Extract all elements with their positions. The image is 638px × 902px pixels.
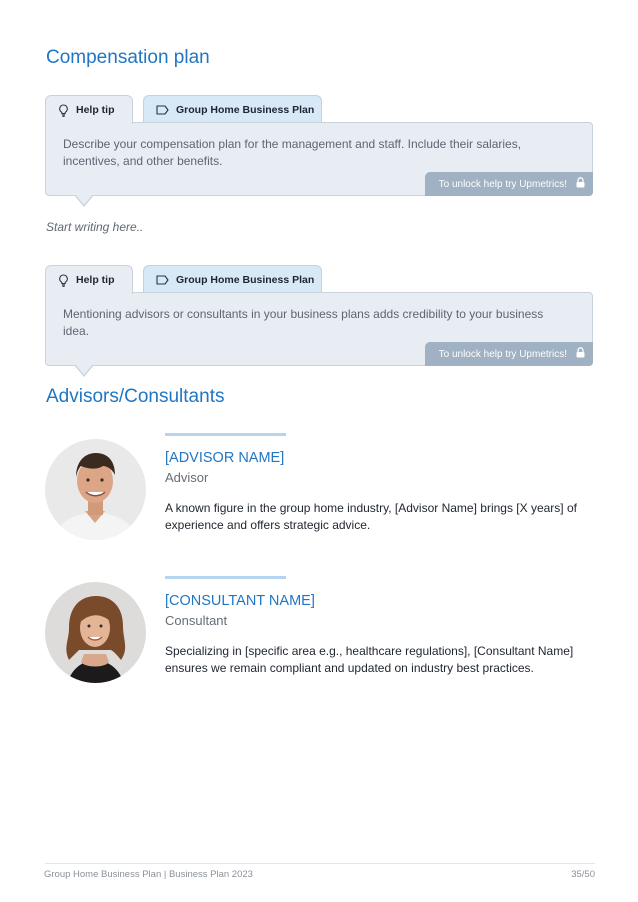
consultant-name: [CONSULTANT NAME] bbox=[165, 593, 315, 609]
editor-placeholder[interactable]: Start writing here.. bbox=[46, 220, 144, 234]
tab-label: Help tip bbox=[76, 104, 115, 116]
help-tip-panel bbox=[45, 122, 593, 196]
lock-icon bbox=[576, 347, 585, 361]
section-heading-compensation: Compensation plan bbox=[46, 47, 210, 68]
lightbulb-icon bbox=[58, 104, 69, 117]
tip-pointer bbox=[74, 365, 94, 377]
advisor-avatar bbox=[45, 439, 146, 540]
tip-pointer bbox=[74, 195, 94, 207]
footer-document-title: Group Home Business Plan | Business Plan 2023 bbox=[44, 869, 253, 880]
help-tip-text: Mentioning advisors or consultants in your business plans adds credibility to your business idea. bbox=[63, 307, 544, 338]
tag-icon bbox=[156, 105, 169, 115]
tab-business-plan[interactable] bbox=[143, 95, 322, 123]
help-tip-text: Describe your compensation plan for the management and staff. Include their salaries, incentives, and other benefits. bbox=[63, 137, 522, 168]
unlock-help-button[interactable] bbox=[425, 342, 593, 366]
unlock-label: To unlock help try Upmetrics! bbox=[438, 348, 567, 360]
tab-label: Group Home Business Plan bbox=[176, 273, 315, 286]
consultant-avatar bbox=[45, 582, 146, 683]
advisor-card bbox=[45, 433, 605, 543]
lock-icon bbox=[576, 177, 585, 191]
consultant-card bbox=[45, 576, 605, 686]
tag-icon bbox=[156, 275, 169, 285]
tab-label: Group Home Business Plan bbox=[176, 103, 315, 116]
help-tip-panel bbox=[45, 292, 593, 366]
tab-help-tip[interactable] bbox=[45, 265, 133, 294]
footer-divider bbox=[45, 863, 595, 864]
lightbulb-icon bbox=[58, 274, 69, 287]
tab-help-tip[interactable] bbox=[45, 95, 133, 124]
accent-rule bbox=[165, 576, 286, 579]
footer-page-number: 35/50 bbox=[571, 869, 595, 880]
consultant-role: Consultant bbox=[165, 613, 228, 628]
consultant-description: Specializing in [specific area e.g., healthcare regulations], [Consultant Name] ensures we remain compliant and updated on industry best practices. bbox=[165, 644, 574, 675]
tab-business-plan[interactable] bbox=[143, 265, 322, 293]
accent-rule bbox=[165, 433, 286, 436]
help-tip-box bbox=[45, 265, 593, 366]
advisor-role: Advisor bbox=[165, 470, 209, 485]
help-tip-box bbox=[45, 95, 593, 196]
unlock-help-button[interactable] bbox=[425, 172, 593, 196]
section-heading-advisors: Advisors/Consultants bbox=[46, 386, 225, 407]
advisor-description: A known figure in the group home industry, [Advisor Name] brings [X years] of experience and offers strategic advice. bbox=[165, 501, 577, 532]
unlock-label: To unlock help try Upmetrics! bbox=[438, 178, 567, 190]
tab-label: Help tip bbox=[76, 274, 115, 286]
advisor-name: [ADVISOR NAME] bbox=[165, 450, 285, 466]
